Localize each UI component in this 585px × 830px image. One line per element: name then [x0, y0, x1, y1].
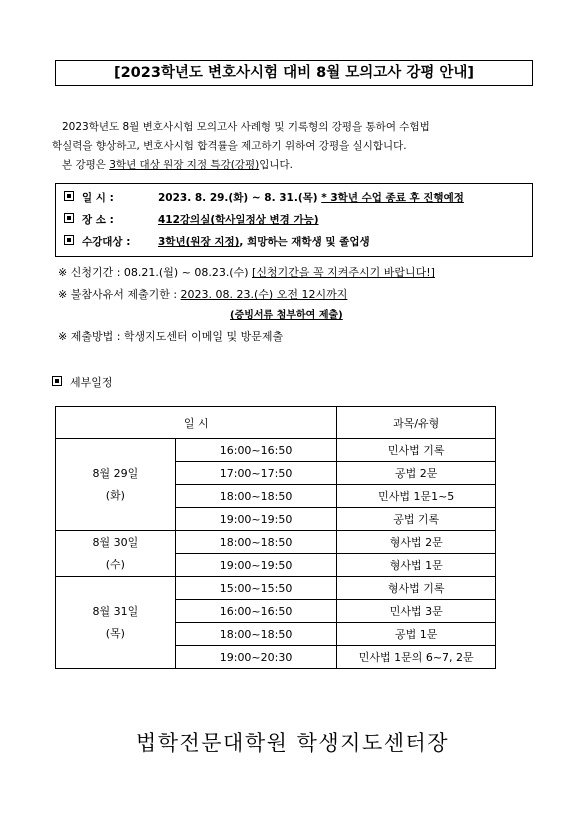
schedule-table: [55, 406, 496, 669]
subject-cell: 민사법 3문: [337, 600, 496, 623]
time-cell: 18:00~18:50: [175, 623, 337, 646]
square-bullet-icon: [64, 191, 74, 201]
time-cell: 16:00~16:50: [175, 439, 337, 462]
square-bullet-icon: [64, 235, 74, 245]
note-absence-prefix: ※ 불참사유서 제출기한 :: [58, 288, 181, 301]
info-extra: * 3학년 수업 종료 후 진행예정: [321, 192, 464, 204]
info-extra: , 희망하는 재학생 및 졸업생: [239, 236, 370, 248]
subject-cell: 형사법 1문: [337, 554, 496, 577]
info-value: 2023. 8. 29.(화) ~ 8. 31.(목): [158, 192, 318, 204]
subject-cell: 공법 2문: [337, 462, 496, 485]
intro-line-1: 2023학년도 8월 변호사시험 모의고사 사례형 및 기록형의 강평을 통하여 수험법: [62, 121, 430, 133]
info-label: 장 소 :: [82, 214, 114, 226]
issuer-signature: 법학전문대학원 학생지도센터장: [135, 731, 450, 755]
time-cell: 19:00~20:30: [175, 646, 337, 669]
intro-line-3-emphasis: 3학년 대상 원장 지정 특강(강평): [109, 159, 260, 171]
day-date: 8월 31일: [92, 604, 139, 618]
info-value: 412강의실(학사일정상 변경 가능): [158, 214, 319, 226]
info-row-location: [64, 209, 532, 231]
schedule-heading-text: 세부일정: [70, 376, 113, 389]
info-row-datetime: [64, 187, 532, 209]
header-subject: 과목/유형: [337, 407, 496, 439]
info-row-audience: [64, 231, 532, 253]
info-label: 수강대상 :: [82, 236, 131, 248]
time-cell: 18:00~18:50: [175, 531, 337, 554]
subject-cell: 민사법 1문1~5: [337, 485, 496, 508]
subject-cell: 민사법 기록: [337, 439, 496, 462]
subject-cell: 형사법 2문: [337, 531, 496, 554]
info-value: 3학년(원장 지정): [158, 236, 240, 248]
notes: [58, 262, 548, 348]
note-absence-evidence: [58, 306, 548, 326]
note-absence-date: 2023. 08. 23.(수) 오전 12시까지: [180, 288, 348, 301]
day-weekday: (목): [105, 626, 125, 640]
intro-line-2: 학실력을 향상하고, 변호사시험 합격률을 제고하기 위하여 강평을 실시합니다.: [52, 140, 407, 152]
day-cell: [56, 577, 176, 669]
time-cell: 16:00~16:50: [175, 600, 337, 623]
table-row: [56, 531, 496, 554]
day-date: 8월 29일: [92, 466, 139, 480]
note-absence-deadline: [58, 284, 548, 306]
note-apply-emphasis: [신청기간을 꼭 지켜주시기 바랍니다!]: [252, 266, 435, 279]
day-weekday: (화): [105, 488, 125, 502]
time-cell: 19:00~19:50: [175, 508, 337, 531]
time-cell: 15:00~15:50: [175, 577, 337, 600]
day-cell: [56, 531, 176, 577]
time-cell: 19:00~19:50: [175, 554, 337, 577]
schedule-heading: [52, 374, 113, 390]
note-submission-method: ※ 제출방법 : 학생지도센터 이메일 및 방문제출: [58, 330, 284, 343]
header-time: 일 시: [56, 407, 337, 439]
time-cell: 18:00~18:50: [175, 485, 337, 508]
day-weekday: (수): [105, 557, 125, 571]
table-row: [56, 439, 496, 462]
time-cell: 17:00~17:50: [175, 462, 337, 485]
note-apply-period: [58, 262, 548, 284]
intro-line-3-prefix: 본 강평은: [62, 159, 110, 171]
subject-cell: 공법 기록: [337, 508, 496, 531]
document-title: [2023학년도 변호사시험 대비 8월 모의고사 강평 안내]: [55, 60, 533, 86]
day-cell: [56, 439, 176, 531]
note-apply-text: ※ 신청기간 : 08.21.(월) ~ 08.23.(수): [58, 266, 249, 279]
info-label: 일 시 :: [82, 192, 114, 204]
info-box: [55, 183, 533, 257]
square-bullet-icon: [64, 213, 74, 223]
square-bullet-icon: [52, 376, 62, 386]
day-date: 8월 30일: [92, 535, 139, 549]
intro-paragraph: [52, 118, 542, 175]
subject-cell: 형사법 기록: [337, 577, 496, 600]
intro-line-3-suffix: 입니다.: [259, 159, 293, 171]
intro-line-3: [52, 156, 542, 175]
table-row: [56, 577, 496, 600]
table-header-row: [56, 407, 496, 439]
subject-cell: 민사법 1문의 6~7, 2문: [337, 646, 496, 669]
subject-cell: 공법 1문: [337, 623, 496, 646]
note-absence-evidence-text: (증빙서류 첨부하여 제출): [230, 310, 343, 321]
